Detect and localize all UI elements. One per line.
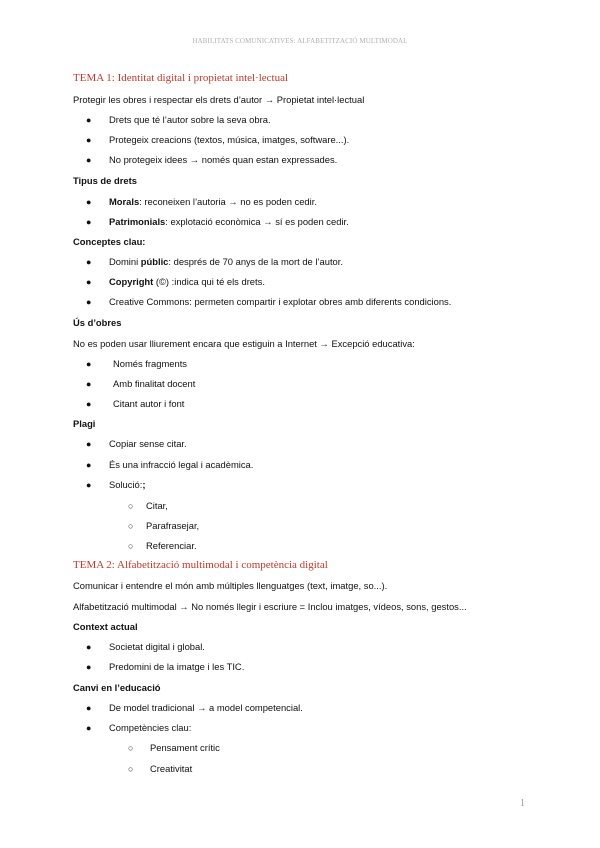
sub-bullet-icon: ○ [128,743,134,753]
bullet-icon: ● [86,439,92,449]
list-item: Drets que té l’autor sobre la seva obra. [109,114,271,125]
section-heading-context: Context actual [73,621,138,632]
sub-list-item: Referenciar. [146,540,197,551]
bullet-icon: ● [86,277,92,287]
sub-bullet-icon: ○ [128,764,134,774]
bullet-icon: ● [86,379,92,389]
bullet-icon: ● [86,297,92,307]
list-item: De model tradicional → a model competencial. [109,702,303,713]
list-item: Creative Commons: permeten compartir i explotar obres amb diferents condicions. [109,296,452,307]
bullet-icon: ● [86,399,92,409]
sub-list-item: Pensament crític [150,742,220,753]
bullet-icon: ● [86,642,92,652]
topic2-line2: Alfabetització multimodal → No només llegir i escriure = Inclou imatges, vídeos, sons, gestos... [73,601,467,612]
topic1-title: TEMA 1: Identitat digital i propietat intel·lectual [73,72,289,84]
term-copyright: Copyright [109,276,154,287]
section-heading-plagi: Plagi [73,418,96,429]
list-item [109,256,343,268]
bullet-icon: ● [86,135,92,145]
topic2-title: TEMA 2: Alfabetització multimodal i competència digital [73,559,328,571]
list-item [109,196,317,208]
solution-mark: ; [142,479,146,490]
section-heading-concepts: Conceptes clau: [73,236,146,247]
term-morals: Morals [109,196,140,207]
sub-bullet-icon: ○ [128,521,134,531]
solution-label: Solució: [109,479,143,490]
bullet-icon: ● [86,115,92,125]
topic2-line1: Comunicar i entendre el món amb múltiples llenguatges (text, imatge, so...). [73,580,388,591]
list-item: Citant autor i font [113,398,185,409]
list-item: És una infracció legal i acadèmica. [109,459,254,470]
bullet-icon: ● [86,703,92,713]
sub-bullet-icon: ○ [128,541,134,551]
term-text: (©) :indica qui té els drets. [153,276,265,287]
use-intro: No es poden usar lliurement encara que estiguin a Internet → Excepció educativa: [73,338,415,349]
list-item: Competències clau: [109,722,192,733]
section-heading-use: Ús d’obres [73,317,122,328]
page-number: 1 [520,798,525,809]
list-item: Societat digital i global. [109,641,205,652]
list-item [109,276,265,288]
bullet-icon: ● [86,257,92,267]
term-text: : reconeixen l’autoria → no es poden cedir. [139,196,317,207]
term-prefix: Domini [109,256,141,267]
list-item [109,479,145,491]
section-heading-change: Canvi en l’educació [73,682,161,693]
section-heading-rights: Tipus de drets [73,175,137,186]
bullet-icon: ● [86,359,92,369]
bullet-icon: ● [86,723,92,733]
bullet-icon: ● [86,662,92,672]
bullet-icon: ● [86,480,92,490]
term-patrimonials: Patrimonials [109,216,166,227]
list-item: Copiar sense citar. [109,438,187,449]
term-text: : explotació econòmica → sí es poden cedir. [165,216,349,227]
topic1-intro: Protegir les obres i respectar els drets d’autor → Propietat intel·lectual [73,94,365,105]
bullet-icon: ● [86,155,92,165]
bullet-icon: ● [86,197,92,207]
list-item: Protegeix creacions (textos, música, imatges, software...). [109,134,350,145]
list-item [109,216,349,228]
list-item: Predomini de la imatge i les TIC. [109,661,245,672]
sub-list-item: Citar, [146,500,168,511]
sub-list-item: Parafrasejar, [146,520,200,531]
sub-bullet-icon: ○ [128,501,134,511]
term-public: públic [140,256,169,267]
running-header: HABILITATS COMUNICATIVES: ALFABETITZACIÓ MULTIMODAL [192,37,408,45]
bullet-icon: ● [86,217,92,227]
term-text: : després de 70 anys de la mort de l’autor. [168,256,343,267]
list-item: Només fragments [113,358,187,369]
bullet-icon: ● [86,460,92,470]
list-item: No protegeix idees → només quan estan expressades. [109,154,338,165]
list-item: Amb finalitat docent [113,378,196,389]
sub-list-item: Creativitat [150,763,193,774]
